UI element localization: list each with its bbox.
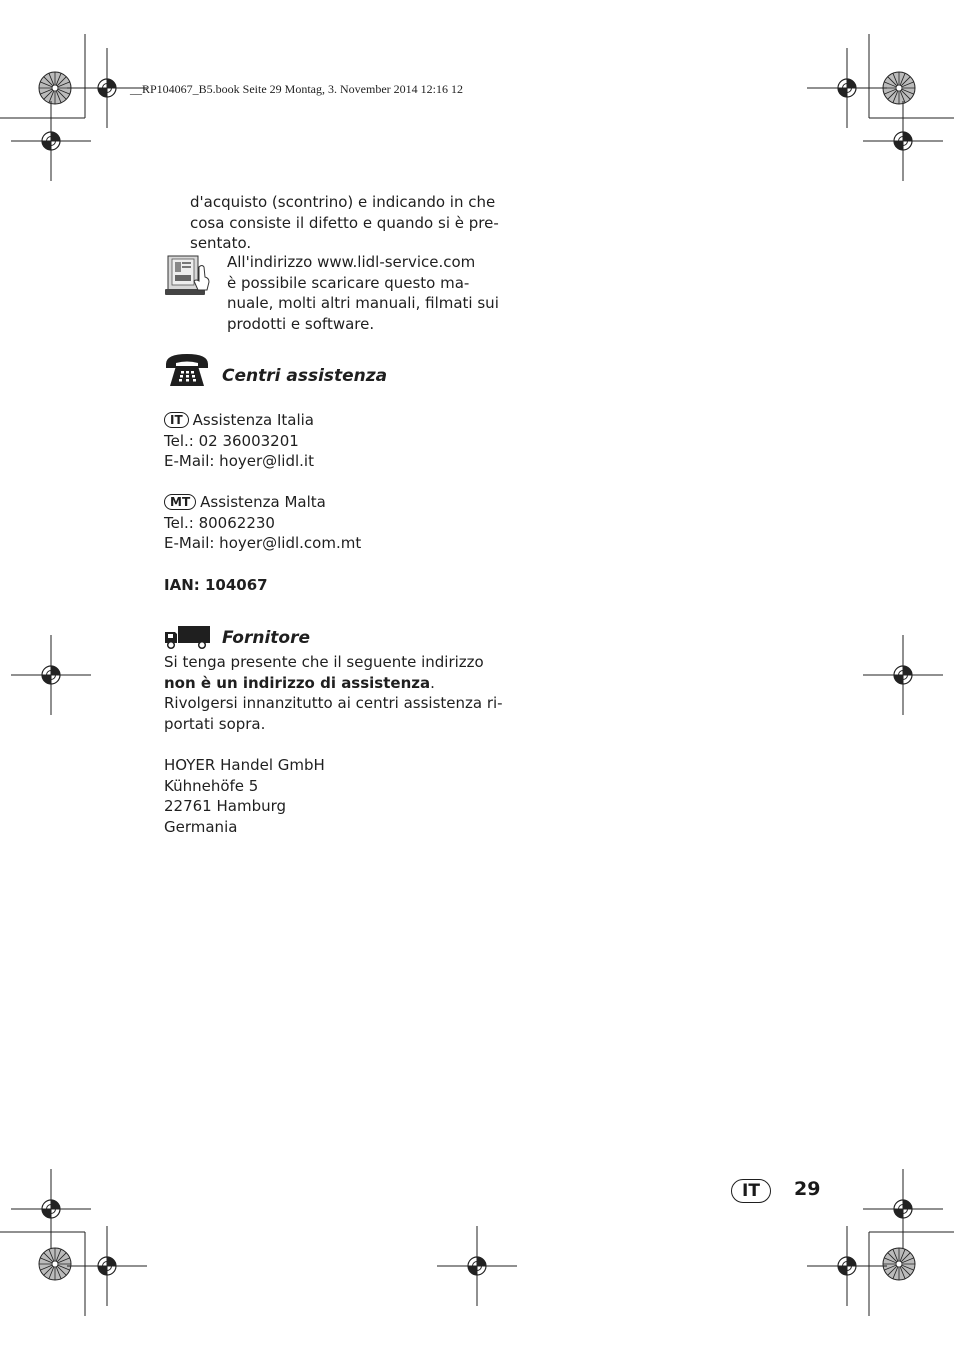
address-line: Kühnehöfe 5 (164, 776, 259, 795)
supplier-warning-tail: . (430, 673, 435, 692)
download-note-line: prodotti e software. (227, 314, 375, 333)
supplier-address (164, 755, 325, 837)
malta-badge: MT (164, 494, 196, 510)
intro-line: cosa consiste il difetto e quando si è pre- (190, 213, 499, 232)
page-number: 29 (794, 1178, 821, 1200)
service-centers-title: Centri assistenza (222, 366, 388, 386)
italy-service-name: Assistenza Italia (192, 411, 315, 429)
italy-phone: Tel.: 02 36003201 (164, 431, 299, 450)
address-line: HOYER Handel GmbH (164, 756, 325, 774)
download-note-text (227, 252, 499, 334)
malta-service-block (164, 492, 361, 554)
malta-service-name: Assistenza Malta (200, 493, 326, 511)
print-header: __RP104067_B5.book Seite 29 Montag, 3. November 2014 12:16 12 (130, 82, 463, 96)
malta-email: E-Mail: hoyer@lidl.com.mt (164, 534, 362, 552)
download-note-line: è possibile scaricare questo ma- (227, 273, 470, 292)
download-manual-icon (165, 253, 211, 297)
download-note-line: nuale, molti altri manuali, filmati sui (227, 294, 499, 312)
supplier-line: portati sopra. (164, 714, 266, 733)
supplier-paragraph (164, 652, 503, 734)
intro-line: d'acquisto (scontrino) e indicando in che (190, 193, 496, 211)
supplier-warning: non è un indirizzo di assistenza (164, 673, 431, 692)
italy-badge: IT (164, 412, 189, 428)
address-line: 22761 Hamburg (164, 797, 287, 815)
language-badge: IT (731, 1179, 771, 1203)
ian-number: IAN: 104067 (164, 576, 268, 594)
supplier-line: Si tenga presente che il seguente indirizzo (164, 653, 484, 671)
download-note-line: All'indirizzo www.lidl-service.com (227, 253, 476, 271)
intro-paragraph (190, 192, 499, 254)
supplier-title: Fornitore (222, 628, 311, 648)
address-line: Germania (164, 817, 238, 836)
telephone-icon (164, 352, 210, 388)
truck-icon (164, 624, 212, 650)
intro-line: sentato. (190, 234, 252, 252)
malta-phone: Tel.: 80062230 (164, 513, 275, 532)
italy-email: E-Mail: hoyer@lidl.it (164, 452, 314, 470)
italy-service-block (164, 410, 314, 472)
supplier-line: Rivolgersi innanzitutto ai centri assistenza ri- (164, 694, 503, 712)
